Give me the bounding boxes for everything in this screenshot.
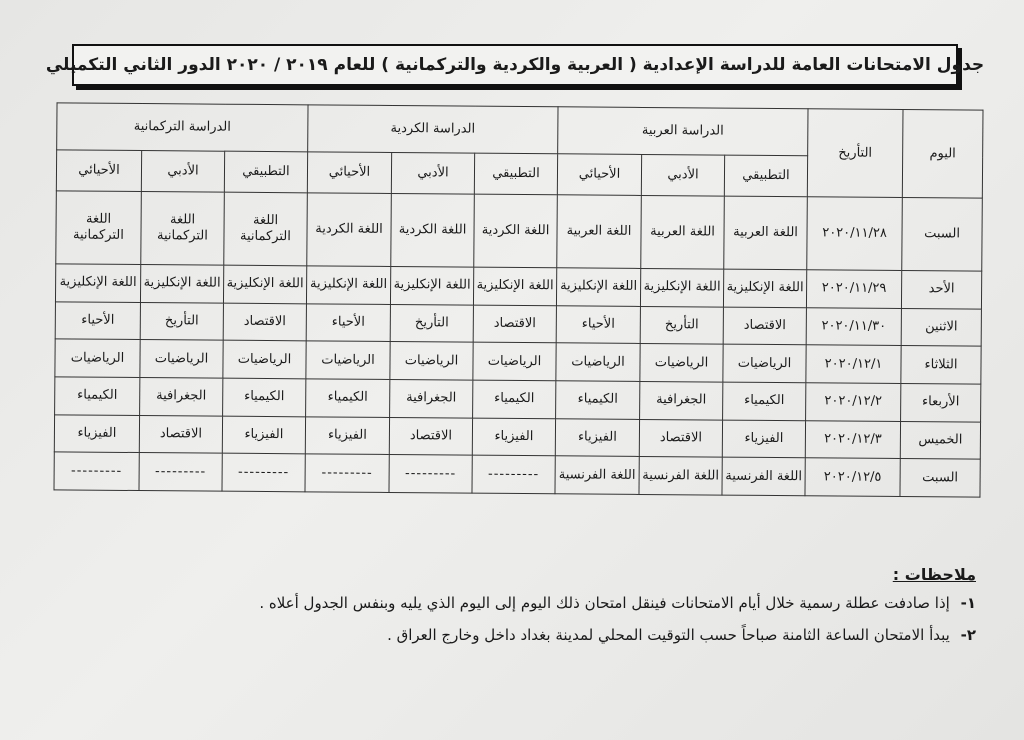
subject-cell: الرياضيات xyxy=(556,343,640,381)
subject-cell: الكيمياء xyxy=(723,382,806,420)
subject-cell: اللغة العربية xyxy=(557,195,642,269)
note-number: ١- xyxy=(960,594,976,612)
subject-cell: اللغة الفرنسية xyxy=(555,456,639,494)
group-header: الدراسة الكردية xyxy=(308,105,558,154)
subject-cell: الفيزياء xyxy=(555,418,639,456)
subject-cell: اللغة الكردية xyxy=(474,194,558,268)
note-number: ٢- xyxy=(960,626,976,644)
date-cell: ٢٠٢٠/١٢/١ xyxy=(806,345,901,383)
subject-cell: اللغة الإنكليزية xyxy=(223,265,306,303)
subject-cell: اللغة الإنكليزية xyxy=(640,269,723,307)
day-cell: الاثنين xyxy=(901,308,981,346)
branch-header: الأدبي xyxy=(141,151,224,193)
subject-cell: الأحياء xyxy=(306,304,390,342)
subject-cell: --------- xyxy=(305,454,389,492)
note-text: يبدأ الامتحان الساعة الثامنة صباحاً حسب التوقيت المحلي لمدينة بغداد داخل وخارج العراق . xyxy=(387,626,950,644)
subject-cell: الاقتصاد xyxy=(139,415,222,453)
subject-cell: الرياضيات xyxy=(390,342,473,380)
subject-cell: اللغة الإنكليزية xyxy=(306,266,390,304)
branch-header: التطبيقي xyxy=(224,151,307,193)
subject-cell: اللغة الإنكليزية xyxy=(55,264,140,302)
day-cell: السبت xyxy=(902,198,983,272)
subject-cell: الاقتصاد xyxy=(723,307,806,345)
subject-cell: اللغة العربية xyxy=(724,196,808,270)
subject-cell: الرياضيات xyxy=(473,343,556,381)
table-row xyxy=(56,191,983,271)
subject-cell: اللغة الفرنسية xyxy=(722,457,805,495)
document-title: جدول الامتحانات العامة للدراسة الإعدادية ( العربية والكردية والتركمانية ) للعام ٢٠١٩ / ٢٠٢٠ الدور الثاني التكميلي xyxy=(72,44,958,86)
subject-cell: التأريخ xyxy=(640,306,723,344)
note-text: إذا صادفت عطلة رسمية خلال أيام الامتحانات فينقل امتحان ذلك اليوم إلى اليوم الذي يليه وبنفس الجدول أعلاه . xyxy=(259,594,950,612)
notes-section xyxy=(116,565,976,658)
subject-cell: الأحياء xyxy=(556,306,640,344)
date-cell: ٢٠٢٠/١٢/٢ xyxy=(806,383,901,421)
subject-cell: الأحياء xyxy=(55,302,140,340)
branch-header: التطبيقي xyxy=(724,155,807,197)
branch-header: الأحيائي xyxy=(557,154,641,196)
subject-cell: الكيمياء xyxy=(556,381,640,419)
subject-cell: اللغة الكردية xyxy=(391,193,475,267)
subject-cell: --------- xyxy=(139,453,222,491)
table-row xyxy=(54,452,980,497)
subject-cell: الكيمياء xyxy=(223,378,306,416)
subject-cell: الرياضيات xyxy=(223,341,306,379)
branch-header: الأحيائي xyxy=(56,150,141,192)
subject-cell: الاقتصاد xyxy=(389,417,472,455)
day-cell: الثلاثاء xyxy=(901,346,981,384)
group-header: الدراسة العربية xyxy=(558,107,808,156)
subject-cell: الفيزياء xyxy=(722,420,805,458)
subject-cell: اللغة الفرنسية xyxy=(639,457,722,495)
subject-cell: الفيزياء xyxy=(305,416,389,454)
subject-cell: التأريخ xyxy=(390,304,473,342)
branch-header: الأدبي xyxy=(391,152,474,194)
subject-cell: الكيمياء xyxy=(473,380,556,418)
exam-schedule-table xyxy=(53,102,983,497)
subject-cell: الرياضيات xyxy=(306,341,390,379)
subject-cell: اللغة التركمانية xyxy=(56,191,142,265)
subject-cell: الفيزياء xyxy=(472,418,555,456)
subject-cell: اللغة الإنكليزية xyxy=(140,265,223,303)
subject-cell: الاقتصاد xyxy=(639,419,722,457)
day-cell: السبت xyxy=(900,459,980,497)
subject-cell: الرياضيات xyxy=(55,339,140,377)
subject-cell: الرياضيات xyxy=(640,344,723,382)
subject-cell: الجغرافية xyxy=(390,379,473,417)
subject-cell: الجغرافية xyxy=(640,381,723,419)
note-item xyxy=(116,626,976,644)
subject-cell: الفيزياء xyxy=(54,415,139,453)
column-header-date: التأريخ xyxy=(807,109,903,198)
subject-cell: اللغة الإنكليزية xyxy=(723,269,806,307)
date-cell: ٢٠٢٠/١١/٢٨ xyxy=(807,197,903,271)
day-cell: الخميس xyxy=(900,421,980,459)
subject-cell: الجغرافية xyxy=(140,378,223,416)
notes-heading: ملاحظات : xyxy=(892,565,976,584)
subject-cell: --------- xyxy=(389,455,472,493)
subject-cell: الفيزياء xyxy=(222,416,305,454)
branch-header: التطبيقي xyxy=(474,153,557,195)
date-cell: ٢٠٢٠/١٢/٣ xyxy=(805,420,900,458)
subject-cell: الرياضيات xyxy=(723,344,806,382)
subject-cell: اللغة الإنكليزية xyxy=(473,267,556,305)
branch-header: الأحيائي xyxy=(307,152,391,194)
group-header: الدراسة التركمانية xyxy=(57,103,308,152)
subject-cell: --------- xyxy=(472,455,555,493)
day-cell: الأحد xyxy=(901,271,981,309)
date-cell: ٢٠٢٠/١١/٢٩ xyxy=(806,270,901,308)
subject-cell: اللغة العربية xyxy=(641,195,725,269)
subject-cell: التأريخ xyxy=(140,302,223,340)
subject-cell: اللغة التركمانية xyxy=(224,192,308,266)
column-header-day: اليوم xyxy=(902,110,983,199)
date-cell: ٢٠٢٠/١٢/٥ xyxy=(805,458,900,496)
subject-cell: اللغة الإنكليزية xyxy=(556,268,640,306)
subject-cell: --------- xyxy=(222,453,305,491)
date-cell: ٢٠٢٠/١١/٣٠ xyxy=(806,307,901,345)
subject-cell: --------- xyxy=(54,452,139,490)
header-row-groups xyxy=(57,103,983,157)
branch-header: الأدبي xyxy=(641,154,724,196)
subject-cell: الكيمياء xyxy=(55,377,140,415)
subject-cell: الكيمياء xyxy=(306,379,390,417)
subject-cell: اللغة التركمانية xyxy=(141,192,225,266)
subject-cell: اللغة الكردية xyxy=(307,193,392,267)
subject-cell: الاقتصاد xyxy=(473,305,556,343)
subject-cell: اللغة الإنكليزية xyxy=(390,267,473,305)
note-item xyxy=(116,594,976,612)
subject-cell: الرياضيات xyxy=(140,340,223,378)
subject-cell: الاقتصاد xyxy=(223,303,306,341)
day-cell: الأربعاء xyxy=(901,384,981,422)
